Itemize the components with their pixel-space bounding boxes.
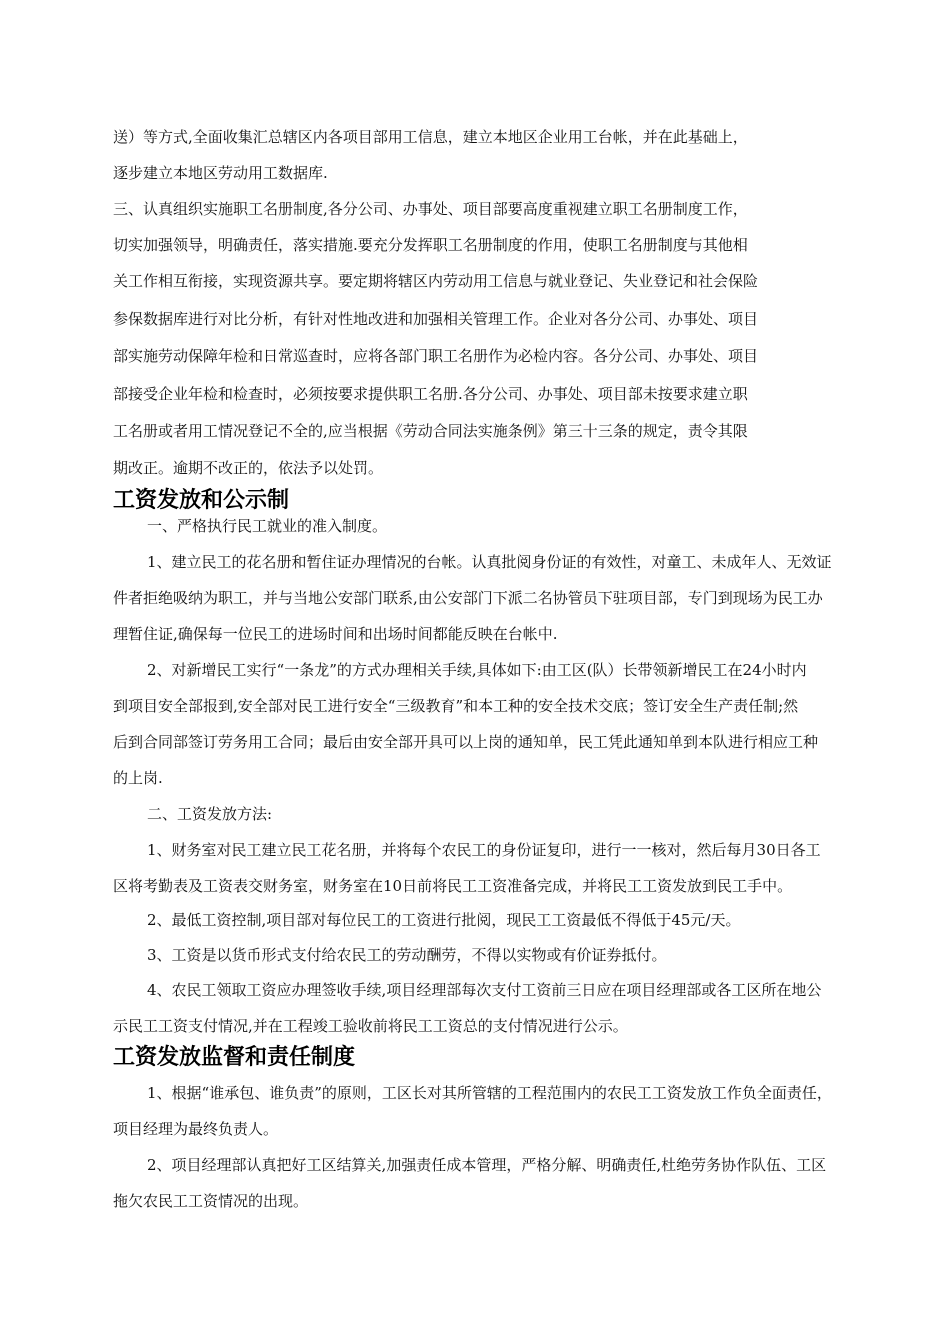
body-text-line: 工名册或者用工情况登记不全的,应当根据《劳动合同法实施条例》第三十三条的规定，责令其限 bbox=[113, 422, 748, 440]
body-text-line: 2、对新增民工实行“一条龙”的方式办理相关手续,具体如下:由工区(队）长带领新增民工在24小时内 bbox=[147, 661, 807, 679]
body-text-line: 的上岗. bbox=[113, 769, 163, 787]
section-heading: 工资发放和公示制 bbox=[113, 488, 290, 513]
body-text-line: 1、根据“谁承包、谁负责”的原则，工区长对其所管辖的工程范围内的农民工工资发放工作负全面责任， bbox=[147, 1084, 832, 1102]
body-text-line: 部实施劳动保障年检和日常巡查时，应将各部门职工名册作为必检内容。各分公司、办事处、项目 bbox=[113, 347, 759, 365]
body-text-line: 区将考勤表及工资表交财务室，财务室在10日前将民工工资准备完成，并将民工工资发放到民工手中。 bbox=[113, 877, 793, 895]
body-text-line: 1、建立民工的花名册和暂住证办理情况的台帐。认真批阅身份证的有效性，对童工、未成年人、无效证 bbox=[147, 553, 832, 571]
body-text-line: 2、项目经理部认真把好工区结算关,加强责任成本管理，严格分解、明确责任,杜绝劳务协作队伍、工区 bbox=[147, 1156, 827, 1174]
body-text-line: 关工作相互衔接，实现资源共享。要定期将辖区内劳动用工信息与就业登记、失业登记和社会保险 bbox=[113, 272, 759, 290]
body-text-line: 送）等方式,全面收集汇总辖区内各项目部用工信息，建立本地区企业用工台帐，并在此基础上， bbox=[113, 128, 748, 146]
body-text-line: 后到合同部签订劳务用工合同；最后由安全部开具可以上岗的通知单，民工凭此通知单到本队进行相应工种 bbox=[113, 733, 819, 751]
body-text-line: 项目经理为最终负责人。 bbox=[113, 1120, 279, 1138]
body-text-line: 拖欠农民工工资情况的出现。 bbox=[113, 1192, 309, 1210]
body-text-line: 部接受企业年检和检查时，必须按要求提供职工名册.各分公司、办事处、项目部未按要求建立职 bbox=[113, 385, 748, 403]
body-text-line: 理暂住证,确保每一位民工的进场时间和出场时间都能反映在台帐中. bbox=[113, 625, 558, 643]
body-text-line: 参保数据库进行对比分析，有针对性地改进和加强相关管理工作。企业对各分公司、办事处、项目 bbox=[113, 310, 759, 328]
body-text-line: 逐步建立本地区劳动用工数据库. bbox=[113, 164, 328, 182]
section-heading: 工资发放监督和责任制度 bbox=[113, 1045, 356, 1070]
body-text-line: 件者拒绝吸纳为职工，并与当地公安部门联系,由公安部门下派二名协管员下驻项目部，专门到现场为民工办 bbox=[113, 589, 823, 607]
body-text-line: 三、认真组织实施职工名册制度,各分公司、办事处、项目部要高度重视建立职工名册制度工作， bbox=[113, 200, 748, 218]
body-text-line: 二、工资发放方法: bbox=[147, 805, 273, 823]
body-text-line: 1、财务室对民工建立民工花名册，并将每个农民工的身份证复印，进行一一核对，然后每月30日各工 bbox=[147, 841, 821, 859]
body-text-line: 2、最低工资控制,项目部对每位民工的工资进行批阅，现民工工资最低不得低于45元/天。 bbox=[147, 911, 741, 929]
body-text-line: 3、工资是以货币形式支付给农民工的劳动酬劳，不得以实物或有价证券抵付。 bbox=[147, 946, 667, 964]
body-text-line: 期改正。逾期不改正的，依法予以处罚。 bbox=[113, 459, 384, 477]
body-text-line: 切实加强领导，明确责任，落实措施.要充分发挥职工名册制度的作用，使职工名册制度与其他相 bbox=[113, 236, 748, 254]
body-text-line: 一、严格执行民工就业的准入制度。 bbox=[147, 517, 388, 535]
body-text-line: 4、农民工领取工资应办理签收手续,项目经理部每次支付工资前三日应在项目经理部或各工区所在地公 bbox=[147, 981, 822, 999]
body-text-line: 到项目安全部报到,安全部对民工进行安全“三级教育”和本工种的安全技术交底；签订安全生产责任制;然 bbox=[113, 697, 799, 715]
body-text-line: 示民工工资支付情况,并在工程竣工验收前将民工工资总的支付情况进行公示。 bbox=[113, 1017, 628, 1035]
